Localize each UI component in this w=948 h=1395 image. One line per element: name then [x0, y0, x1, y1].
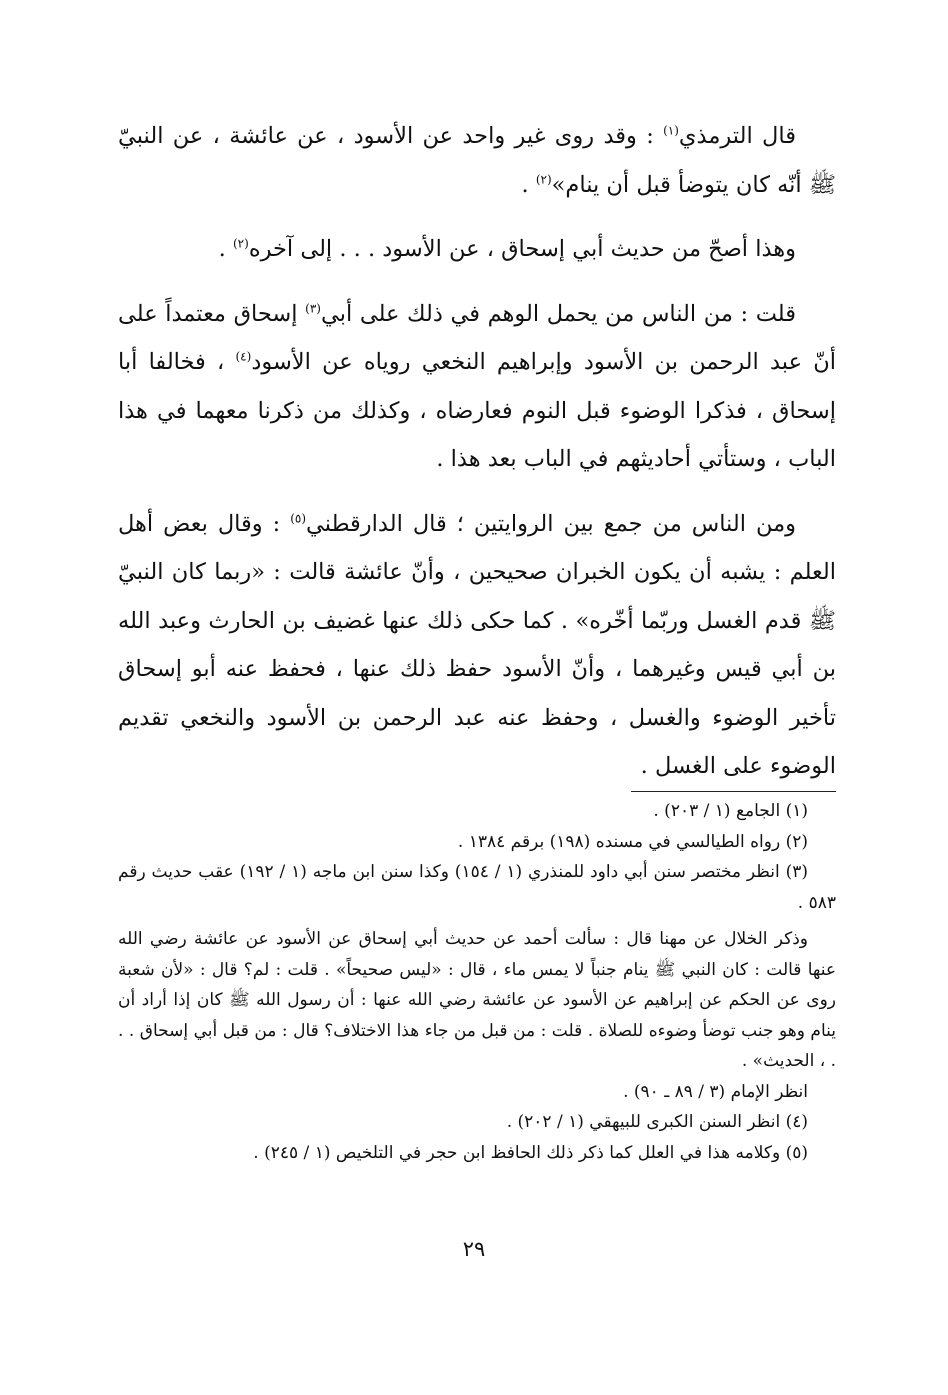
paragraph-tirmidhi [118, 112, 836, 209]
paragraph-text: إسحاق معتمداً على أنّ عبد الرحمن بن الأسود وإبراهيم النخعي روياه عن الأسود [118, 300, 836, 375]
paragraph-text: ومن الناس من جمع بين الروايتين ؛ قال الدارقطني [306, 510, 796, 537]
footnotes-block [118, 796, 836, 1168]
footnote-1: (١) الجامع (١ / ٢٠٣) . [653, 801, 808, 821]
paragraph-qultu [118, 290, 836, 484]
footnote-marker: (٤) [235, 349, 252, 364]
paragraph-text: : وقال بعض أهل العلم : يشبه أن يكون الخبران صحيحين ، وأنّ عائشة قالت : «ربما كان النبيّ ﷺ قدم الغسل وربّما أخّره» . كما حكى ذلك عنها غضيف بن الحارث وعبد الله بن أبي قيس وغيرهما ، وأنّ الأسود حفظ ذلك عنها ، فحفظ عنه أبو إسحاق تأخير الوضوء والغسل ، وحفظ عنه عبد الرحمن بن الأسود والنخعي تقديم الوضوء على الغسل . [118, 510, 836, 779]
footnote-marker: (٢) [232, 236, 249, 251]
footnote-3-continuation: وذكر الخلال عن مهنا قال : سألت أحمد عن حديث أبي إسحاق عن الأسود عن عائشة رضي الله عنها قالت : كان النبي ﷺ ينام جنباً لا يمس ماء ، قال : «ليس صحيحاً» . قلت : لم؟ قال : «لأن شعبة روى عن الحكم عن إبراهيم عن الأسود عن عائشة رضي الله عنها : أن رسول الله ﷺ كان إذا أراد أن ينام وهو جنب توضأ وضوءه للصلاة . قلت : من قبل من جاء هذا الاختلاف؟ قال : من قبل أبي إسحاق . . . ، الحديث» . [118, 929, 836, 1071]
paragraph-text: وهذا أصحّ من حديث أبي إسحاق ، عن الأسود . . . إلى آخره [248, 236, 796, 262]
footnote-separator [631, 791, 836, 792]
paragraph-daraqutni [118, 500, 836, 791]
footnote-4: (٤) انظر السنن الكبرى للبيهقي (١ / ٢٠٢) . [506, 1112, 808, 1132]
paragraph-text: قال الترمذي [678, 123, 796, 149]
footnote-3: (٣) انظر مختصر سنن أبي داود للمنذري (١ / ١٥٤) وكذا سنن ابن ماجه (١ / ١٩٢) عقب حديث رقم ٥٨٣ . [118, 862, 836, 913]
paragraph-asah [118, 225, 836, 274]
footnote-3-reference: انظر الإمام (٣ / ٨٩ ـ ٩٠) . [623, 1081, 808, 1102]
footnote-marker: (٢) [535, 172, 552, 186]
footnote-marker: (٥) [290, 511, 307, 525]
paragraph-text: . [218, 236, 233, 262]
paragraph-text: قلت : من الناس من يحمل الوهم في ذلك على أبي [320, 300, 796, 327]
main-text-block [118, 112, 836, 791]
paragraph-text: : وقد روى غير واحد عن الأسود ، عن عائشة ، عن النبيّ ﷺ أنّه كان يتوضأ قبل أن ينام» [118, 123, 836, 198]
footnote-5: (٥) وكلامه هذا في العلل كما ذكر ذلك الحافظ ابن حجر في التلخيص (١ / ٢٤٥) . [253, 1142, 808, 1163]
footnote-marker: (١) [663, 123, 679, 138]
paragraph-text: ، فخالفا أبا إسحاق ، فذكرا الوضوء قبل النوم فعارضاه ، وكذلك من ذكرنا معهما في هذا الباب ، وستأتي أحاديثهم في الباب بعد هذا . [118, 349, 836, 472]
footnote-marker: (٣) [305, 301, 321, 315]
page-number: ٢٩ [462, 1237, 486, 1261]
footnote-2: (٢) رواه الطيالسي في مسنده (١٩٨) برقم ١٣٨٤ . [457, 831, 808, 852]
paragraph-text: . [521, 171, 536, 198]
